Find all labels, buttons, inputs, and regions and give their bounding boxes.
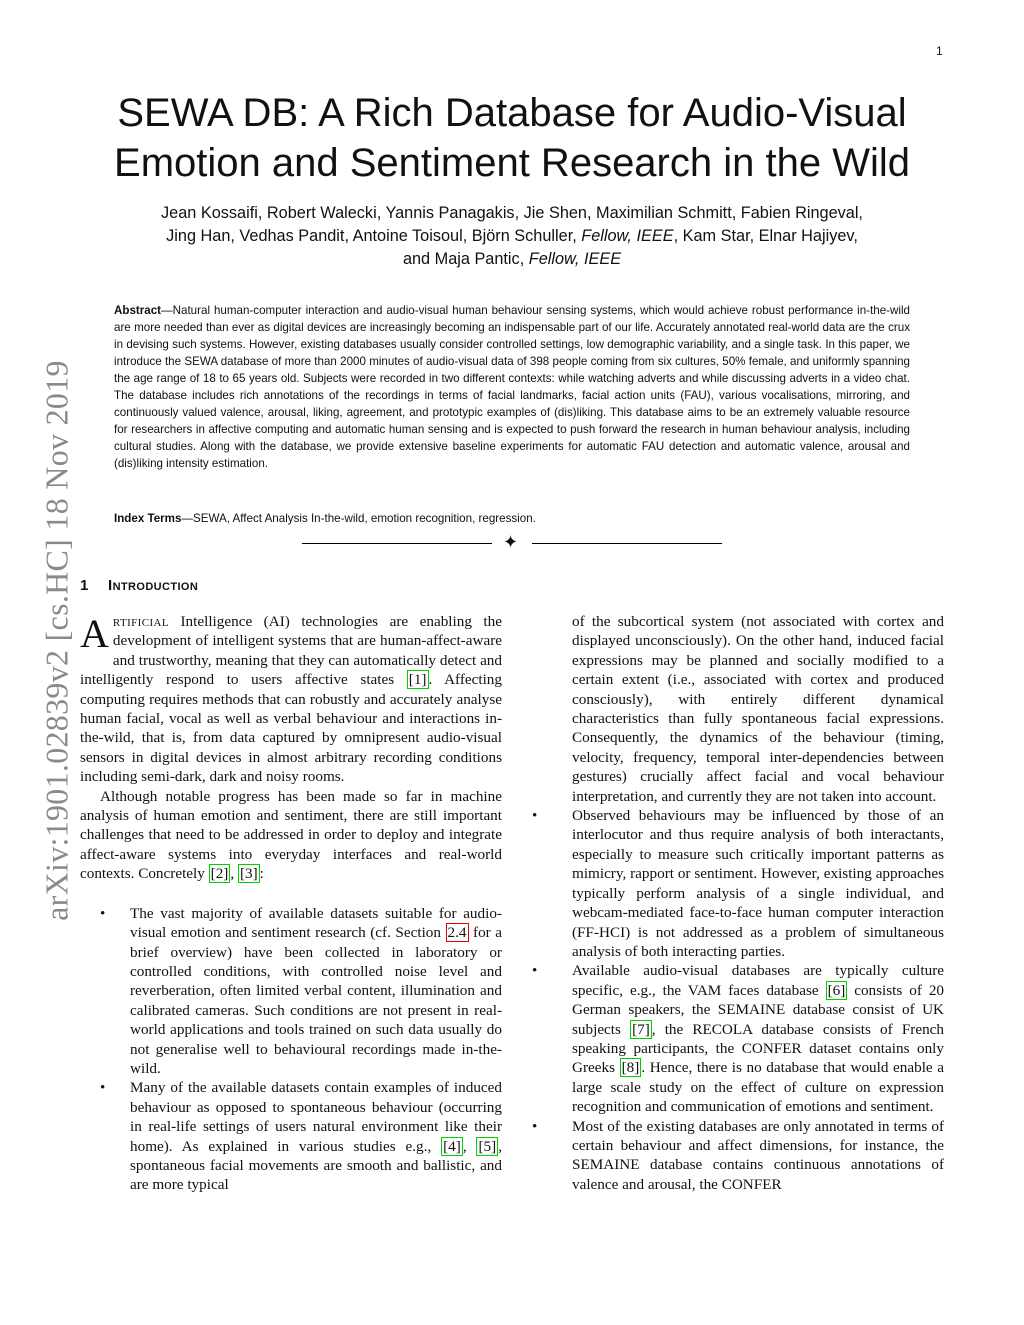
arxiv-stamp: arXiv:1901.02839v2 [cs.HC] 18 Nov 2019 (38, 360, 75, 921)
list-item (80, 904, 502, 1079)
authors-text: Jing Han, Vedhas Pandit, Antoine Toisoul, Björn Schuller, (166, 227, 582, 245)
divider-rule-right (532, 543, 722, 544)
intro-paragraph-1 (80, 612, 502, 787)
list-item-text: consists of 20 German speakers, the SEMAINE database consist of UK subjects (572, 981, 945, 1038)
list-item-text: . Hence, there is no database that would enable a large scale study on the effect of culture on expression recognition and communication of emotions and sentiment. (572, 1059, 944, 1116)
drop-cap: A (80, 611, 109, 656)
citation-link[interactable]: [8] (621, 1059, 640, 1077)
page-number: 1 (936, 44, 943, 58)
section-number: 1 (80, 577, 89, 594)
citation-link[interactable]: [7] (632, 1020, 650, 1038)
list-item-text: The vast majority of available datasets suitable for audio-visual emotion and sentiment research (cf. Section (130, 904, 502, 942)
title-line-2: Emotion and Sentiment Research in the Wild (114, 141, 910, 185)
authors-text: and Maja Pantic, (402, 250, 529, 268)
list-item-text: for a brief overview) have been collected in laboratory or controlled conditions, with controlled noise level and reverberation, often limited verbal content, illumination and calibrated cameras. Such conditions are not present in real-world applications and tools trained on such data usually do not generalise well to behavioural recordings made in-the-wild. (130, 924, 503, 1077)
authors-line-2 (80, 225, 944, 248)
section-heading (80, 577, 198, 594)
citation-link[interactable]: [4] (443, 1137, 461, 1155)
section-title: Introduction (108, 577, 199, 594)
paper-title (80, 88, 944, 188)
list-item: • Observed behaviours may be influenced by those of an interlocutor and thus require analysis of both interactants, especially to measure such critically important patterns as mimicry, rapport or sentiment. However, existing approaches typically perform analysis of a single individual, and webcam-mediated face-to-face human computer interaction (FF-HCI) is not addressed as a problem of simultaneous analysis of both interacting parties. (532, 806, 944, 961)
index-terms-label: Index Terms (114, 512, 182, 525)
title-line-1: SEWA DB: A Rich Database for Audio-Visual (117, 91, 907, 135)
challenge-list (80, 904, 502, 1195)
citation-link[interactable]: [5] (478, 1137, 497, 1155)
author-list (80, 202, 944, 271)
paragraph-text: Although notable progress has been made so far in machine analysis of human emotion and sentiment, there are still important challenges that need to be addressed in order to deploy and integrate affect-aware systems into everyday interfaces and real-world contexts. Concretely (80, 787, 502, 883)
citation-link[interactable]: [1] (408, 671, 427, 689)
paragraph-text: Intelligence (AI) technologies are enabling the development of intelligent systems that are human-affect-aware and trustworthy, meaning that they can automatically detect and intelligently respond to users affective states (80, 613, 502, 689)
citation-link[interactable]: [3] (239, 865, 258, 883)
author-role: Fellow, IEEE (581, 227, 674, 245)
section-ref-link[interactable]: 2.4 (447, 924, 467, 942)
list-item-text: Available audio-visual databases are typically culture specific, e.g., the VAM faces database (572, 962, 944, 999)
smallcaps-lead: rtificial (112, 613, 169, 630)
challenge-list-continued (532, 806, 944, 1194)
left-column (80, 612, 502, 1195)
list-item-text: , the RECOLA database consists of French speaking participants, the CONFER dataset contains only Greeks (572, 1020, 944, 1077)
citation-link[interactable]: [2] (210, 865, 229, 883)
divider-diamond-icon: ✦ (503, 532, 519, 553)
right-column (532, 612, 944, 1194)
paragraph-text: : (259, 865, 264, 883)
list-item-text: Many of the available datasets contain examples of induced behaviour as opposed to spontaneous behaviour (occurring in real-life settings of users natural environment like their home). As explained in various studies e.g., (130, 1079, 502, 1155)
paragraph-text: , (230, 865, 238, 883)
abstract (114, 302, 910, 472)
citation-link[interactable]: [6] (827, 981, 846, 999)
list-item (80, 1078, 502, 1194)
list-item-continuation: of the subcortical system (not associated with cortex and displayed unconsciously). On the other hand, induced facial expressions may be planned and socially modified to a certain extent (i.e., associated with cortex and produced consciously), with entirely different dynamical characteristics than fully spontaneous facial expressions. Consequently, the dynamics of the behaviour (timing, velocity, frequency, temporal inter-dependencies between gestures) crucially affect facial and vocal behaviour interpretation, and currently they are not taken into account. (572, 613, 944, 805)
intro-paragraph-2 (80, 787, 502, 884)
authors-text: , Kam Star, Elnar Hajiyev, (673, 227, 858, 245)
divider-rule-left (302, 543, 492, 544)
list-item: • Most of the existing databases are only annotated in terms of certain behaviour and affect dimensions, for instance, the SEMAINE database contains continuous annotations of valence and arousal, the CONFER (532, 1117, 944, 1195)
authors-line-3 (80, 248, 944, 271)
abstract-text: —Natural human-computer interaction and audio-visual human behaviour sensing systems, which would achieve robust performance in-the-wild are more needed than ever as digital devices are increasingly becoming an indispensable part of our life. Accurately annotated real-world data are the crux in devising such systems. However, existing databases usually consider controlled settings, low demographic variability, and a single task. In this paper, we introduce the SEWA database of more than 2000 minutes of audio-visual data of 398 people coming from six cultures, 50% female, and uniformly spanning the age range of 18 to 65 years old. Subjects were recorded in two different contexts: while watching adverts and while discussing adverts in a video chat. The database includes rich annotations of the recordings in terms of facial landmarks, facial action units (FAU), various vocalisations, mirroring, and continuously valued valence, arousal, liking, agreement, and prototypic examples of (dis)liking. This database aims to be an extremely valuable resource for researchers in affective computing and automatic human sensing and is expected to push forward the research in human behaviour analysis, including cultural studies. Along with the database, we provide extensive baseline experiments for automatic FAU detection and automatic valence, arousal and (dis)liking intensity estimation. (114, 304, 910, 470)
index-terms-text: —SEWA, Affect Analysis In-the-wild, emotion recognition, regression. (181, 512, 536, 525)
author-role: Fellow, IEEE (528, 250, 622, 268)
authors-line-1: Jean Kossaifi, Robert Walecki, Yannis Panagakis, Jie Shen, Maximilian Schmitt, Fabien Ringeval, (161, 204, 863, 222)
list-item-text: , spontaneous facial movements are smooth and ballistic, and are more typical (130, 1137, 502, 1194)
list-item-text: , (462, 1137, 477, 1155)
list-item (532, 961, 944, 1116)
paragraph-text: . Affecting computing requires methods that can robustly and accurately analyse human facial, vocal as well as verbal behaviour and interactions in-the-wild, that is, from data captured by omnipresent audio-visual sensors in digital devices in almost arbitrary recording conditions including semi-dark, dark and noisy rooms. (80, 671, 502, 786)
abstract-label: Abstract (114, 304, 162, 317)
index-terms (114, 510, 910, 527)
